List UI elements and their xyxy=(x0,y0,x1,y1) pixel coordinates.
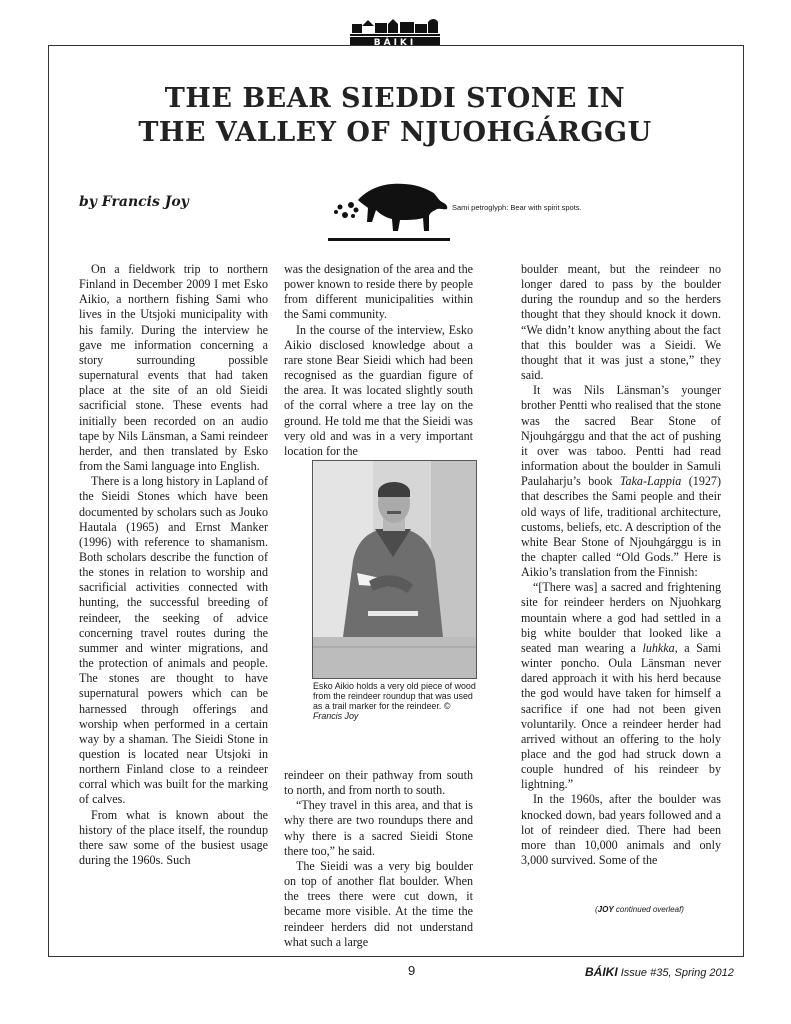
title-line-1: THE BEAR SIEDDI STONE IN xyxy=(164,83,626,114)
paragraph xyxy=(521,383,721,580)
book-title: Taka-Lappia xyxy=(619,474,682,489)
photo-caption xyxy=(313,681,478,721)
column-2-top xyxy=(284,262,473,459)
text-run: “[There was] a sacred and frightening site for reindeer herders on Njuohkarg mountain where a god had settled in a big white boulder that looked like a seated man wearing a xyxy=(521,580,721,655)
paragraph: “They travel in this area, and that is why there are two roundups there and why there is a sacred Sieidi Stone there too,” he said. xyxy=(284,798,473,858)
paragraph: In the 1960s, after the boulder was knocked down, bad years followed and a lot of reindeer died. There had been more than 10,000 animals and only 3,000 survived. Some of the xyxy=(521,792,721,868)
paragraph: From what is known about the history of the place itself, the roundup there saw some of the busiest usage during the 1960s. Such xyxy=(79,807,268,868)
esko-aikio-photo xyxy=(312,460,477,679)
column-1 xyxy=(79,262,268,868)
paragraph: In the course of the interview, Esko Aikio disclosed knowledge about a rare stone Bear Sieidi which had been recognised as the guardian figure of the area. It was located slightly south of the corral where a tree lay on the ground. He told me that the Sieidi was very old and was in a very important location for the xyxy=(284,322,473,458)
photo-image xyxy=(313,461,476,678)
sami-word: luhkka xyxy=(642,640,675,655)
paragraph: was the designation of the area and the power known to reside there by people from different municipalities within the Sami community. xyxy=(284,262,473,322)
petroglyph-caption: Sami petroglyph: Bear with spirit spots. xyxy=(452,203,582,212)
page-number: 9 xyxy=(408,963,416,978)
masthead xyxy=(0,10,791,46)
text-run: (1927) that describes the Sami people and their old ways of life, traditional architecture, customs, beliefs, etc. A description of the white Bear Stone of Njouhgárggu is in the chapter called “Old Gods.” Here is Aikio’s translation from the Finnish: xyxy=(521,474,721,580)
paragraph: There is a long history in Lapland of the Sieidi Stones which have been documented by scholars such as Jouko Hautala (1965) and Ernst Manker (1996) with reference to shamanism. Both scholars describe the function of the stones in relation to worship and sacrificial activities connected with hunting, the successful breeding of reindeer, the seeking of advice concerning travel routes during the summer and winter migrations, and the protection of animals and people. The stones are thought to have supernatural powers which can be harnessed through offerings and worship when performed in a certain way by a shaman. The Sieidi Stone in question is located near Utsjoki in northern Finland close to a reindeer corral which was built for the marking of calves. xyxy=(79,474,268,807)
photo-credit: © Francis Joy xyxy=(313,701,451,721)
column-2-bottom xyxy=(284,768,473,950)
magazine-name: BÁIKI xyxy=(585,965,618,979)
paragraph: reindeer on their pathway from south to north, and from north to south. xyxy=(284,768,473,798)
text-run: , a Sami winter poncho. Oula Länsman never dared approach it with his herd because the god would have taken for himself a sacrifice if one had not been given voluntarily. Once a reindeer herder had arrived without an offering to the holy place and the god had struck down a couple hundred of his reindeer by lightning.” xyxy=(521,640,721,792)
continued-name: JOY xyxy=(597,905,614,914)
bear-petroglyph-image xyxy=(326,176,452,246)
photo-caption-main: Esko Aikio holds a very old piece of wood from the reindeer roundup that was used as a trail marker for the reindeer. xyxy=(313,681,476,711)
paragraph: On a fieldwork trip to northern Finland in December 2009 I met Esko Aikio, a northern fishing Sami who lives in the Utsjoki municipality with his family. During the interview he gave me information concerning a story surrounding possible supernatural events that had taken place at the site of an old Sieidi sacrificial stone. These events had initially been recorded on an audio tape by Nils Länsman, a Sami reindeer herder, and then translated by Esko from the Sami language into English. xyxy=(79,262,268,474)
issue-info: Issue #35, Spring 2012 xyxy=(620,967,734,979)
paragraph: The Sieidi was a very big boulder on top of another flat boulder. When the trees there were cut down, it became more visible. At the time the reindeer herders did not understand what such a large xyxy=(284,858,473,949)
quote-paragraph xyxy=(521,580,721,792)
text-run: It was Nils Länsman’s younger brother Pentti who realised that the stone was the sacred Bear Stone of Njouhgárggu and that the act of pushing it over was taboo. Pentti had read information about the boulder in Samuli Paulaharju’s book xyxy=(521,383,721,489)
continued-open: ( xyxy=(595,905,598,914)
issue-line xyxy=(585,965,734,979)
article-title xyxy=(50,82,740,150)
title-line-2: THE VALLEY OF NJUOHGÁRGGU xyxy=(138,117,652,148)
continued-note xyxy=(595,905,684,914)
masthead-logo-text: BÁIKI xyxy=(373,38,417,46)
paragraph: boulder meant, but the reindeer no longer dared to pass by the boulder during the roundup and so the herders thought that they should knock it down. “We didn’t know anything about the fact that this boulder was a Sieidi. We thought that it was just a stone,” they said. xyxy=(521,262,721,383)
column-3 xyxy=(521,262,721,868)
byline: by Francis Joy xyxy=(79,194,189,210)
continued-rest: continued overleaf) xyxy=(613,905,684,914)
baiki-logo xyxy=(0,10,791,46)
